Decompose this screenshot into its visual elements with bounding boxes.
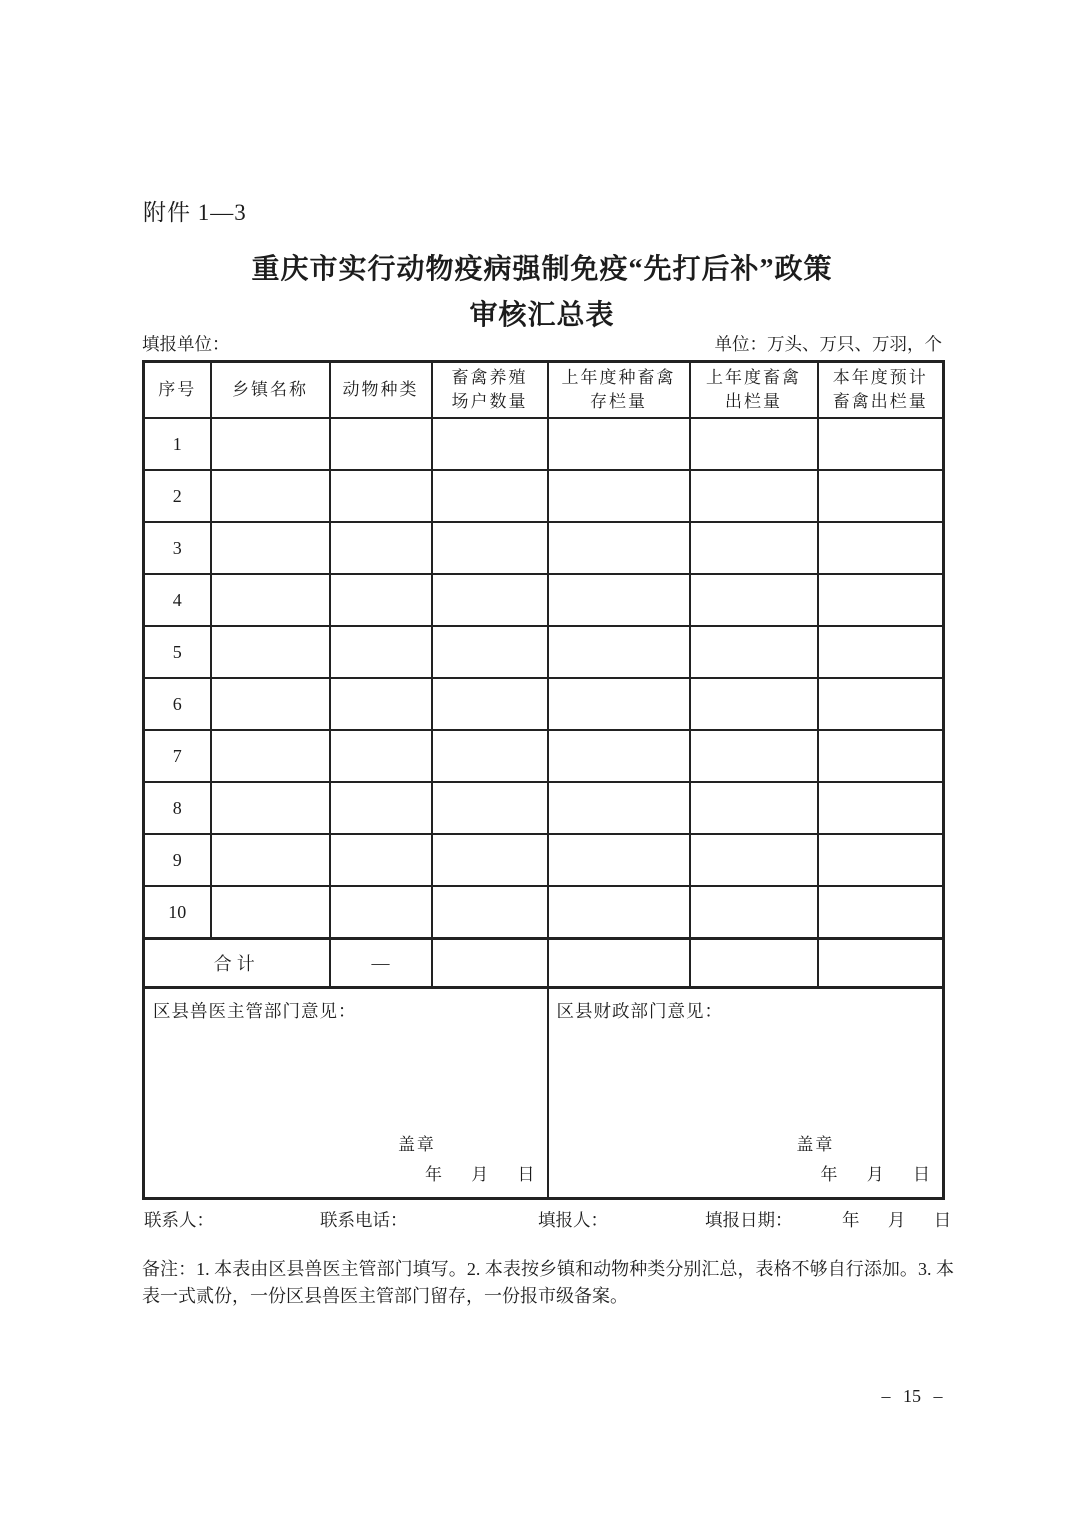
farm-count-cell xyxy=(432,626,548,678)
reporting-unit-label: 填报单位： xyxy=(142,334,230,354)
col-header-farm-count: 畜禽养殖 场户数量 xyxy=(432,362,548,419)
farm-count-cell xyxy=(432,574,548,626)
expected-output-cell xyxy=(818,730,944,782)
row-index-cell: 9 xyxy=(144,834,211,886)
row-index-cell: 2 xyxy=(144,470,211,522)
farm-count-cell xyxy=(432,470,548,522)
breeding-stock-cell xyxy=(548,626,690,678)
date-placeholder: 年 月 日 xyxy=(425,1165,535,1184)
row-index-cell: 6 xyxy=(144,678,211,730)
animal-type-cell xyxy=(330,730,432,782)
breeding-stock-cell xyxy=(548,782,690,834)
last-year-output-cell xyxy=(690,522,818,574)
col-header-animal-type: 动物种类 xyxy=(330,362,432,419)
contact-phone-label: 联系电话： xyxy=(320,1210,408,1230)
total-label: 合计 xyxy=(144,939,330,988)
form-meta-row xyxy=(142,331,942,356)
preparer-label: 填报人： xyxy=(538,1210,608,1230)
notes-text: 备注：1. 本表由区县兽医主管部门填写。2. 本表按乡镇和动物种类分别汇总，表格不够自行添加。3. 本表一式贰份，一份区县兽医主管部门留存，一份报市级备案。 xyxy=(142,1259,954,1306)
town-cell xyxy=(211,470,330,522)
animal-type-cell xyxy=(330,886,432,939)
document-title-line2: 审核汇总表 xyxy=(469,300,615,331)
town-cell xyxy=(211,834,330,886)
town-cell xyxy=(211,678,330,730)
col-header-expected-output: 本年度预计 畜禽出栏量 xyxy=(818,362,944,419)
farm-count-cell xyxy=(432,834,548,886)
table-row xyxy=(144,418,944,470)
row-index-cell: 7 xyxy=(144,730,211,782)
table-row xyxy=(144,886,944,939)
animal-type-cell xyxy=(330,834,432,886)
table-row xyxy=(144,834,944,886)
farm-count-cell xyxy=(432,678,548,730)
farm-count-cell xyxy=(432,886,548,939)
col-header-last-year-output: 上年度畜禽 出栏量 xyxy=(690,362,818,419)
town-cell xyxy=(211,418,330,470)
row-index-cell: 4 xyxy=(144,574,211,626)
breeding-stock-cell xyxy=(548,730,690,782)
breeding-stock-cell xyxy=(548,678,690,730)
expected-output-cell xyxy=(818,574,944,626)
last-year-output-cell xyxy=(690,834,818,886)
town-cell xyxy=(211,522,330,574)
expected-output-cell xyxy=(818,678,944,730)
row-index-cell: 3 xyxy=(144,522,211,574)
total-last-year-output-cell xyxy=(690,939,818,988)
stamp-label: 盖章 xyxy=(796,1135,835,1154)
col-header-index: 序号 xyxy=(144,362,211,419)
report-date-label: 填报日期： xyxy=(705,1210,793,1230)
expected-output-cell xyxy=(818,782,944,834)
document-title-line1: 重庆市实行动物疫病强制免疫“先打后补”政策 xyxy=(251,254,833,285)
breeding-stock-cell xyxy=(548,470,690,522)
animal-type-cell xyxy=(330,626,432,678)
total-expected-output-cell xyxy=(818,939,944,988)
farm-count-cell xyxy=(432,522,548,574)
finance-dept-opinion-label: 区县财政部门意见： xyxy=(556,1001,723,1021)
col-header-town: 乡镇名称 xyxy=(211,362,330,419)
last-year-output-cell xyxy=(690,470,818,522)
last-year-output-cell xyxy=(690,574,818,626)
breeding-stock-cell xyxy=(548,834,690,886)
town-cell xyxy=(211,574,330,626)
contact-person-label: 联系人： xyxy=(144,1210,214,1230)
town-cell xyxy=(211,782,330,834)
last-year-output-cell xyxy=(690,886,818,939)
table-row xyxy=(144,730,944,782)
breeding-stock-cell xyxy=(548,574,690,626)
opinion-row xyxy=(144,988,944,1199)
breeding-stock-cell xyxy=(548,886,690,939)
expected-output-cell xyxy=(818,834,944,886)
last-year-output-cell xyxy=(690,678,818,730)
total-farm-count-cell xyxy=(432,939,548,988)
expected-output-cell xyxy=(818,626,944,678)
farm-count-cell xyxy=(432,730,548,782)
breeding-stock-cell xyxy=(548,418,690,470)
summary-table xyxy=(142,360,945,1200)
expected-output-cell xyxy=(818,470,944,522)
row-index-cell: 5 xyxy=(144,626,211,678)
total-breeding-stock-cell xyxy=(548,939,690,988)
report-date-placeholder: 年 月 日 xyxy=(842,1210,952,1230)
farm-count-cell xyxy=(432,418,548,470)
animal-type-cell xyxy=(330,418,432,470)
veterinary-dept-opinion-label: 区县兽医主管部门意见： xyxy=(153,1001,357,1021)
table-row xyxy=(144,626,944,678)
date-placeholder: 年 月 日 xyxy=(820,1165,930,1184)
row-index-cell: 1 xyxy=(144,418,211,470)
total-row xyxy=(144,939,944,988)
attachment-label: 附件 1—3 xyxy=(143,200,247,225)
col-header-breeding-stock: 上年度种畜禽 存栏量 xyxy=(548,362,690,419)
last-year-output-cell xyxy=(690,626,818,678)
expected-output-cell xyxy=(818,418,944,470)
finance-dept-opinion-box xyxy=(548,988,944,1199)
contact-row xyxy=(142,1207,962,1235)
table-row xyxy=(144,470,944,522)
table-row xyxy=(144,782,944,834)
unit-note: 单位：万头、万只、万羽，个 xyxy=(714,334,942,354)
animal-type-cell xyxy=(330,470,432,522)
table-row xyxy=(144,574,944,626)
animal-type-cell xyxy=(330,574,432,626)
last-year-output-cell xyxy=(690,730,818,782)
breeding-stock-cell xyxy=(548,522,690,574)
stamp-label: 盖章 xyxy=(397,1135,436,1154)
last-year-output-cell xyxy=(690,782,818,834)
animal-type-cell xyxy=(330,678,432,730)
town-cell xyxy=(211,730,330,782)
row-index-cell: 8 xyxy=(144,782,211,834)
table-row xyxy=(144,678,944,730)
last-year-output-cell xyxy=(690,418,818,470)
farm-count-cell xyxy=(432,782,548,834)
total-animal-type-dash: — xyxy=(330,939,432,988)
town-cell xyxy=(211,626,330,678)
expected-output-cell xyxy=(818,522,944,574)
table-row xyxy=(144,522,944,574)
animal-type-cell xyxy=(330,522,432,574)
page-number: – 15 – xyxy=(881,1386,943,1406)
row-index-cell: 10 xyxy=(144,886,211,939)
animal-type-cell xyxy=(330,782,432,834)
expected-output-cell xyxy=(818,886,944,939)
table-header-row xyxy=(144,362,944,419)
veterinary-dept-opinion-box xyxy=(144,988,548,1199)
town-cell xyxy=(211,886,330,939)
